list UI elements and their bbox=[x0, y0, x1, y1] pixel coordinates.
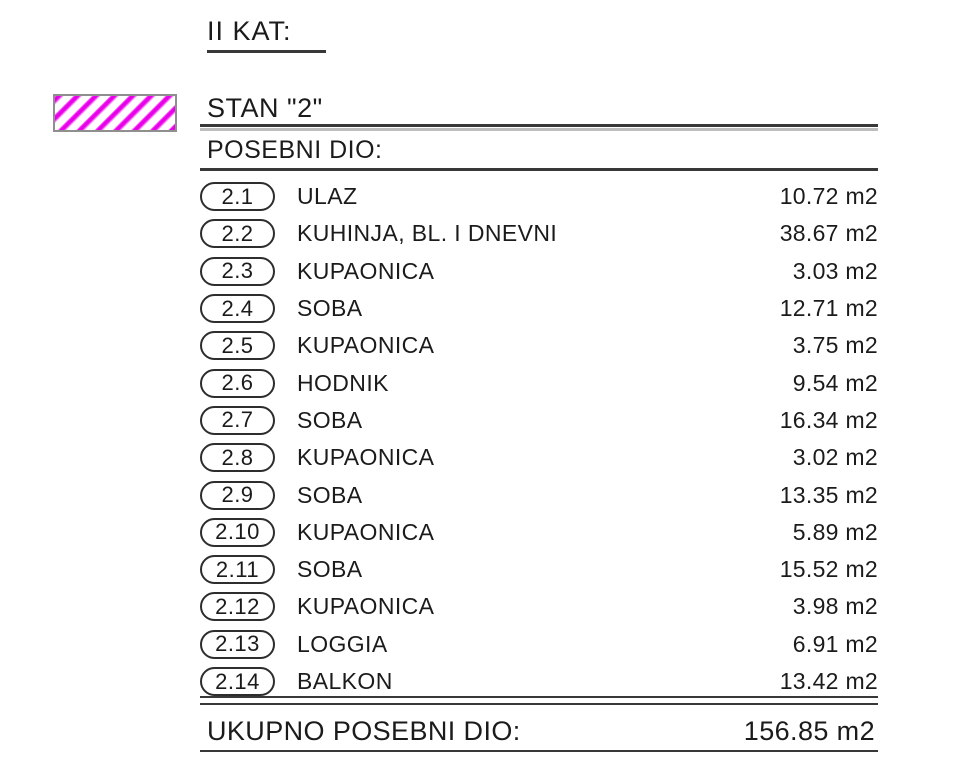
table-row bbox=[200, 663, 878, 700]
room-number-badge bbox=[200, 219, 275, 248]
bottom-divider bbox=[200, 750, 878, 752]
room-name: SOBA bbox=[297, 481, 363, 508]
room-number-badge bbox=[200, 331, 275, 360]
room-number-cell bbox=[200, 630, 297, 659]
apartment-title: STAN "2" bbox=[207, 93, 323, 123]
room-number-badge bbox=[200, 592, 275, 621]
room-name: HODNIK bbox=[297, 369, 389, 396]
room-name: KUPAONICA bbox=[297, 593, 435, 620]
table-row bbox=[200, 402, 878, 439]
room-number: 2.8 bbox=[221, 444, 254, 470]
room-number-cell bbox=[200, 257, 297, 286]
room-name: SOBA bbox=[297, 295, 363, 322]
room-name: KUPAONICA bbox=[297, 444, 435, 471]
room-name: BALKON bbox=[297, 668, 393, 694]
floor-heading: II KAT: bbox=[207, 16, 326, 53]
room-area: 38.67 m2 bbox=[779, 220, 878, 247]
room-number-badge bbox=[200, 294, 275, 323]
room-name: KUHINJA, BL. I DNEVNI bbox=[297, 220, 558, 247]
table-row bbox=[200, 588, 878, 625]
room-number-badge bbox=[200, 257, 275, 286]
table-row bbox=[200, 551, 878, 588]
room-area: 16.34 m2 bbox=[779, 406, 878, 433]
room-number: 2.3 bbox=[221, 258, 254, 284]
room-area: 5.89 m2 bbox=[792, 518, 878, 545]
room-area: 13.35 m2 bbox=[779, 481, 878, 508]
total-value: 156.85 m2 bbox=[743, 716, 875, 746]
room-number-cell bbox=[200, 443, 297, 472]
total-row bbox=[207, 716, 875, 747]
room-number-badge bbox=[200, 667, 275, 696]
room-number-cell bbox=[200, 592, 297, 621]
room-number-badge bbox=[200, 630, 275, 659]
table-row bbox=[200, 626, 878, 663]
room-area: 15.52 m2 bbox=[779, 556, 878, 583]
room-name: KUPAONICA bbox=[297, 257, 435, 284]
table-row bbox=[200, 364, 878, 401]
table-row bbox=[200, 290, 878, 327]
room-number-badge bbox=[200, 555, 275, 584]
room-number: 2.13 bbox=[215, 631, 260, 657]
room-number-badge bbox=[200, 369, 275, 398]
room-area: 6.91 m2 bbox=[792, 630, 878, 657]
room-number-cell bbox=[200, 331, 297, 360]
room-number: 2.5 bbox=[221, 332, 254, 358]
total-divider bbox=[200, 696, 878, 705]
table-row bbox=[200, 327, 878, 364]
room-number-cell bbox=[200, 369, 297, 398]
room-area: 3.75 m2 bbox=[792, 332, 878, 359]
room-number-cell bbox=[200, 406, 297, 435]
room-number: 2.10 bbox=[215, 519, 260, 545]
room-number: 2.11 bbox=[215, 556, 260, 582]
total-label: UKUPNO POSEBNI DIO: bbox=[207, 716, 521, 746]
table-row bbox=[200, 476, 878, 513]
room-number-badge bbox=[200, 406, 275, 435]
room-number-cell bbox=[200, 294, 297, 323]
room-name: SOBA bbox=[297, 406, 363, 433]
room-name: KUPAONICA bbox=[297, 332, 435, 359]
room-number: 2.14 bbox=[215, 668, 260, 694]
room-area: 10.72 m2 bbox=[779, 183, 878, 210]
room-number: 2.1 bbox=[221, 183, 254, 209]
room-area: 3.98 m2 bbox=[792, 593, 878, 620]
table-row bbox=[200, 178, 878, 215]
room-number-badge bbox=[200, 481, 275, 510]
section-label: POSEBNI DIO: bbox=[207, 136, 383, 164]
room-number-cell bbox=[200, 219, 297, 248]
room-number: 2.4 bbox=[221, 295, 254, 321]
room-number-badge bbox=[200, 518, 275, 547]
room-area: 12.71 m2 bbox=[779, 295, 878, 322]
room-number-cell bbox=[200, 667, 297, 696]
room-area: 3.03 m2 bbox=[792, 257, 878, 284]
room-number-cell bbox=[200, 481, 297, 510]
title-divider bbox=[200, 124, 878, 127]
section-divider bbox=[200, 168, 878, 171]
room-area: 9.54 m2 bbox=[792, 369, 878, 396]
room-number-badge bbox=[200, 443, 275, 472]
room-name: ULAZ bbox=[297, 183, 358, 210]
table-row bbox=[200, 514, 878, 551]
table-row bbox=[200, 215, 878, 252]
apartment-hatch-swatch bbox=[53, 94, 177, 132]
room-number-cell bbox=[200, 182, 297, 211]
room-area: 3.02 m2 bbox=[792, 444, 878, 471]
room-name: KUPAONICA bbox=[297, 518, 435, 545]
room-area: 13.42 m2 bbox=[779, 668, 878, 694]
room-name: SOBA bbox=[297, 556, 363, 583]
table-row bbox=[200, 253, 878, 290]
room-number-cell bbox=[200, 518, 297, 547]
room-number: 2.12 bbox=[215, 593, 260, 619]
room-number: 2.7 bbox=[221, 407, 254, 433]
table-row bbox=[200, 439, 878, 476]
room-list bbox=[200, 178, 878, 700]
room-name: LOGGIA bbox=[297, 630, 388, 657]
room-number-badge bbox=[200, 182, 275, 211]
room-number: 2.9 bbox=[221, 482, 254, 508]
room-number: 2.6 bbox=[221, 370, 254, 396]
room-number: 2.2 bbox=[221, 220, 254, 246]
room-number-cell bbox=[200, 555, 297, 584]
